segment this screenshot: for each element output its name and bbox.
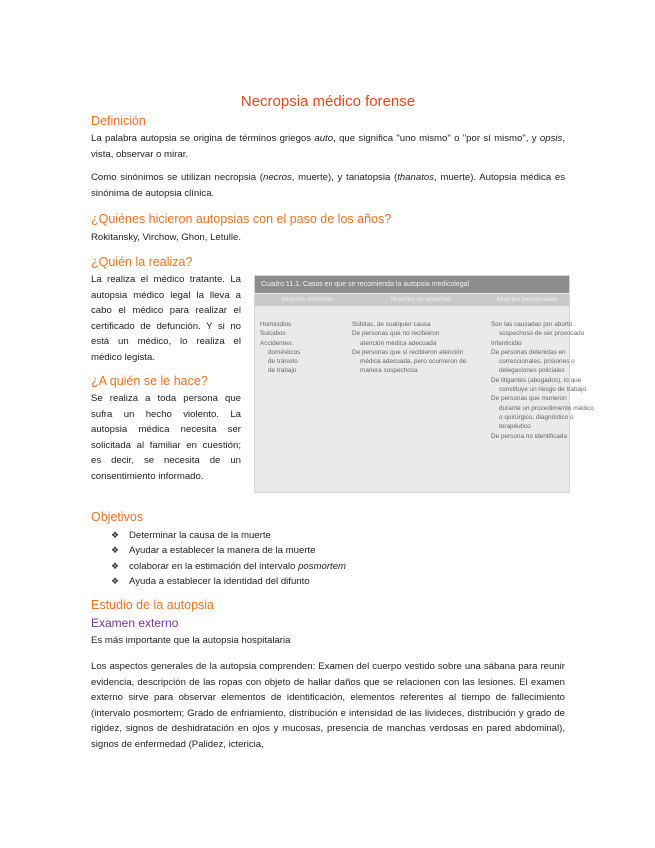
table-column-violentas xyxy=(260,320,300,376)
table-cell: médica adecuada, pero ocurrieron de xyxy=(360,358,467,366)
table-cell: domésticos xyxy=(268,348,301,356)
heading-definicion: Definición xyxy=(91,114,146,128)
list-item: ❖ Ayudar a establecer la manera de la muerte xyxy=(91,543,565,558)
heading-quien: ¿Quién la realiza? xyxy=(91,255,193,269)
objetivos-list xyxy=(91,528,565,589)
table-cell: delegaciones policiales xyxy=(499,367,565,375)
table-cell: De persona no identificada xyxy=(491,432,568,440)
subheading-examen-externo: Examen externo xyxy=(91,616,179,630)
heading-aquien: ¿A quién se le hace? xyxy=(91,374,208,388)
table-cell: de trabajo xyxy=(268,367,297,375)
table-header-row xyxy=(255,294,569,306)
heading-objetivos: Objetivos xyxy=(91,510,144,524)
table-cell: manera sospechosa xyxy=(360,367,418,375)
table-cell: de tránsito xyxy=(268,358,298,366)
table-cell: Infanticidio xyxy=(491,339,522,347)
quien-text: La realiza el médico tratante. La autopsia médico legal la lleva a cabo el médico para realizar el certificado de defunción. Y si no está un médico, lo realiza el médico legista. xyxy=(91,274,241,363)
table-cell: Son las causadas por aborto xyxy=(491,321,573,328)
aquien-text: Se realiza a toda persona que sufra un hecho violento. La autopsia médica necesita ser solicitada al familiar en cuestión; es decir, se necesita de un consentimiento informado. xyxy=(91,393,241,482)
table-cell: Súbitas, de cualquier causa xyxy=(352,321,431,328)
diamond-bullet-icon: ❖ xyxy=(111,560,120,571)
table-column-no-violentas xyxy=(352,320,466,376)
page-title: Necropsia médico forense xyxy=(240,93,416,110)
list-item: ❖ Ayuda a establecer la identidad del difunto xyxy=(91,574,565,589)
table-cell: De personas que no recibieron xyxy=(352,330,440,338)
table-cell: constituye un riesgo de trabajo xyxy=(499,386,587,394)
heading-quienes: ¿Quiénes hicieron autopsias con el paso de los años? xyxy=(91,212,392,226)
autopsy-cases-table xyxy=(254,275,594,493)
table-cell: Homicidios xyxy=(260,321,292,328)
table-cell: atención médica adecuada xyxy=(360,339,437,347)
quienes-text: Rokitansky, Virchow, Ghon, Letulle. xyxy=(91,232,242,243)
diamond-bullet-icon: ❖ xyxy=(111,575,120,586)
definicion-paragraph-2: Como sinónimos se utilizan necropsia (necros, muerte), y tanatopsia (thanatos, muerte). Autopsia médica es sinónima de autopsia clínica. xyxy=(91,172,565,199)
table-cell: sospechoso de ser provocado xyxy=(499,330,585,338)
table-column-inesperadas xyxy=(491,320,594,441)
table-cell: De personas que murieron xyxy=(491,395,567,403)
table-header: Muertes inesperadas xyxy=(496,296,558,303)
table-cell: Accidentes: xyxy=(260,339,294,347)
list-item: ❖ Determinar la causa de la muerte xyxy=(91,528,565,543)
table-cell: terapéutico xyxy=(499,423,531,431)
list-item: ❖ colaborar en la estimación del intervalo posmortem xyxy=(91,559,565,574)
definicion-paragraph-1: La palabra autopsia se origina de términos griegos auto, que significa "uno mismo" o "por sí mismo", y opsis, vista, observar o mirar. xyxy=(91,133,565,160)
table-header: Muertes no violentas xyxy=(391,296,451,303)
table-cell: Suicidios xyxy=(260,330,286,338)
table-cell: De personas que sí recibieron atención xyxy=(352,348,464,356)
estudio-paragraph-1: Es más importante que la autopsia hospitalaria xyxy=(91,635,291,646)
heading-estudio: Estudio de la autopsia xyxy=(91,598,215,612)
table-cell: correccionales, prisiones o xyxy=(499,358,575,366)
table-cell: De personas detenidas en xyxy=(491,348,566,356)
table-header: Muertes violentas xyxy=(281,296,333,303)
estudio-paragraph-2: Los aspectos generales de la autopsia comprenden: Examen del cuerpo vestido sobre una sábana para reunir evidencia, descripción de las ropas con objeto de hallar daños que se relacionen con las lesiones. El examen externo sirve para observar elementos de identificación, elementos referentes al tiempo de fallecimiento (intervalo posmortem; Grado de enfriamiento, distribución e intensidad de las livideces, distribución y grado de rigidez, signos de deshidratación en ojos y mucosas, presencia de manchas verdosas en pared abdominal), signos de enfermedad (Palidez, ictericia, xyxy=(91,661,565,750)
diamond-bullet-icon: ❖ xyxy=(111,545,120,556)
table-cell: durante un procedimiento médico xyxy=(499,404,594,412)
table-caption: Cuadro 11.1. Casos en que se recomienda la autopsia medicolegal xyxy=(255,276,569,293)
table-cell: De litigantes (abogados), lo que xyxy=(491,376,582,384)
table-cell: o quirúrgico, diagnóstico o xyxy=(499,413,574,421)
diamond-bullet-icon: ❖ xyxy=(111,530,120,540)
